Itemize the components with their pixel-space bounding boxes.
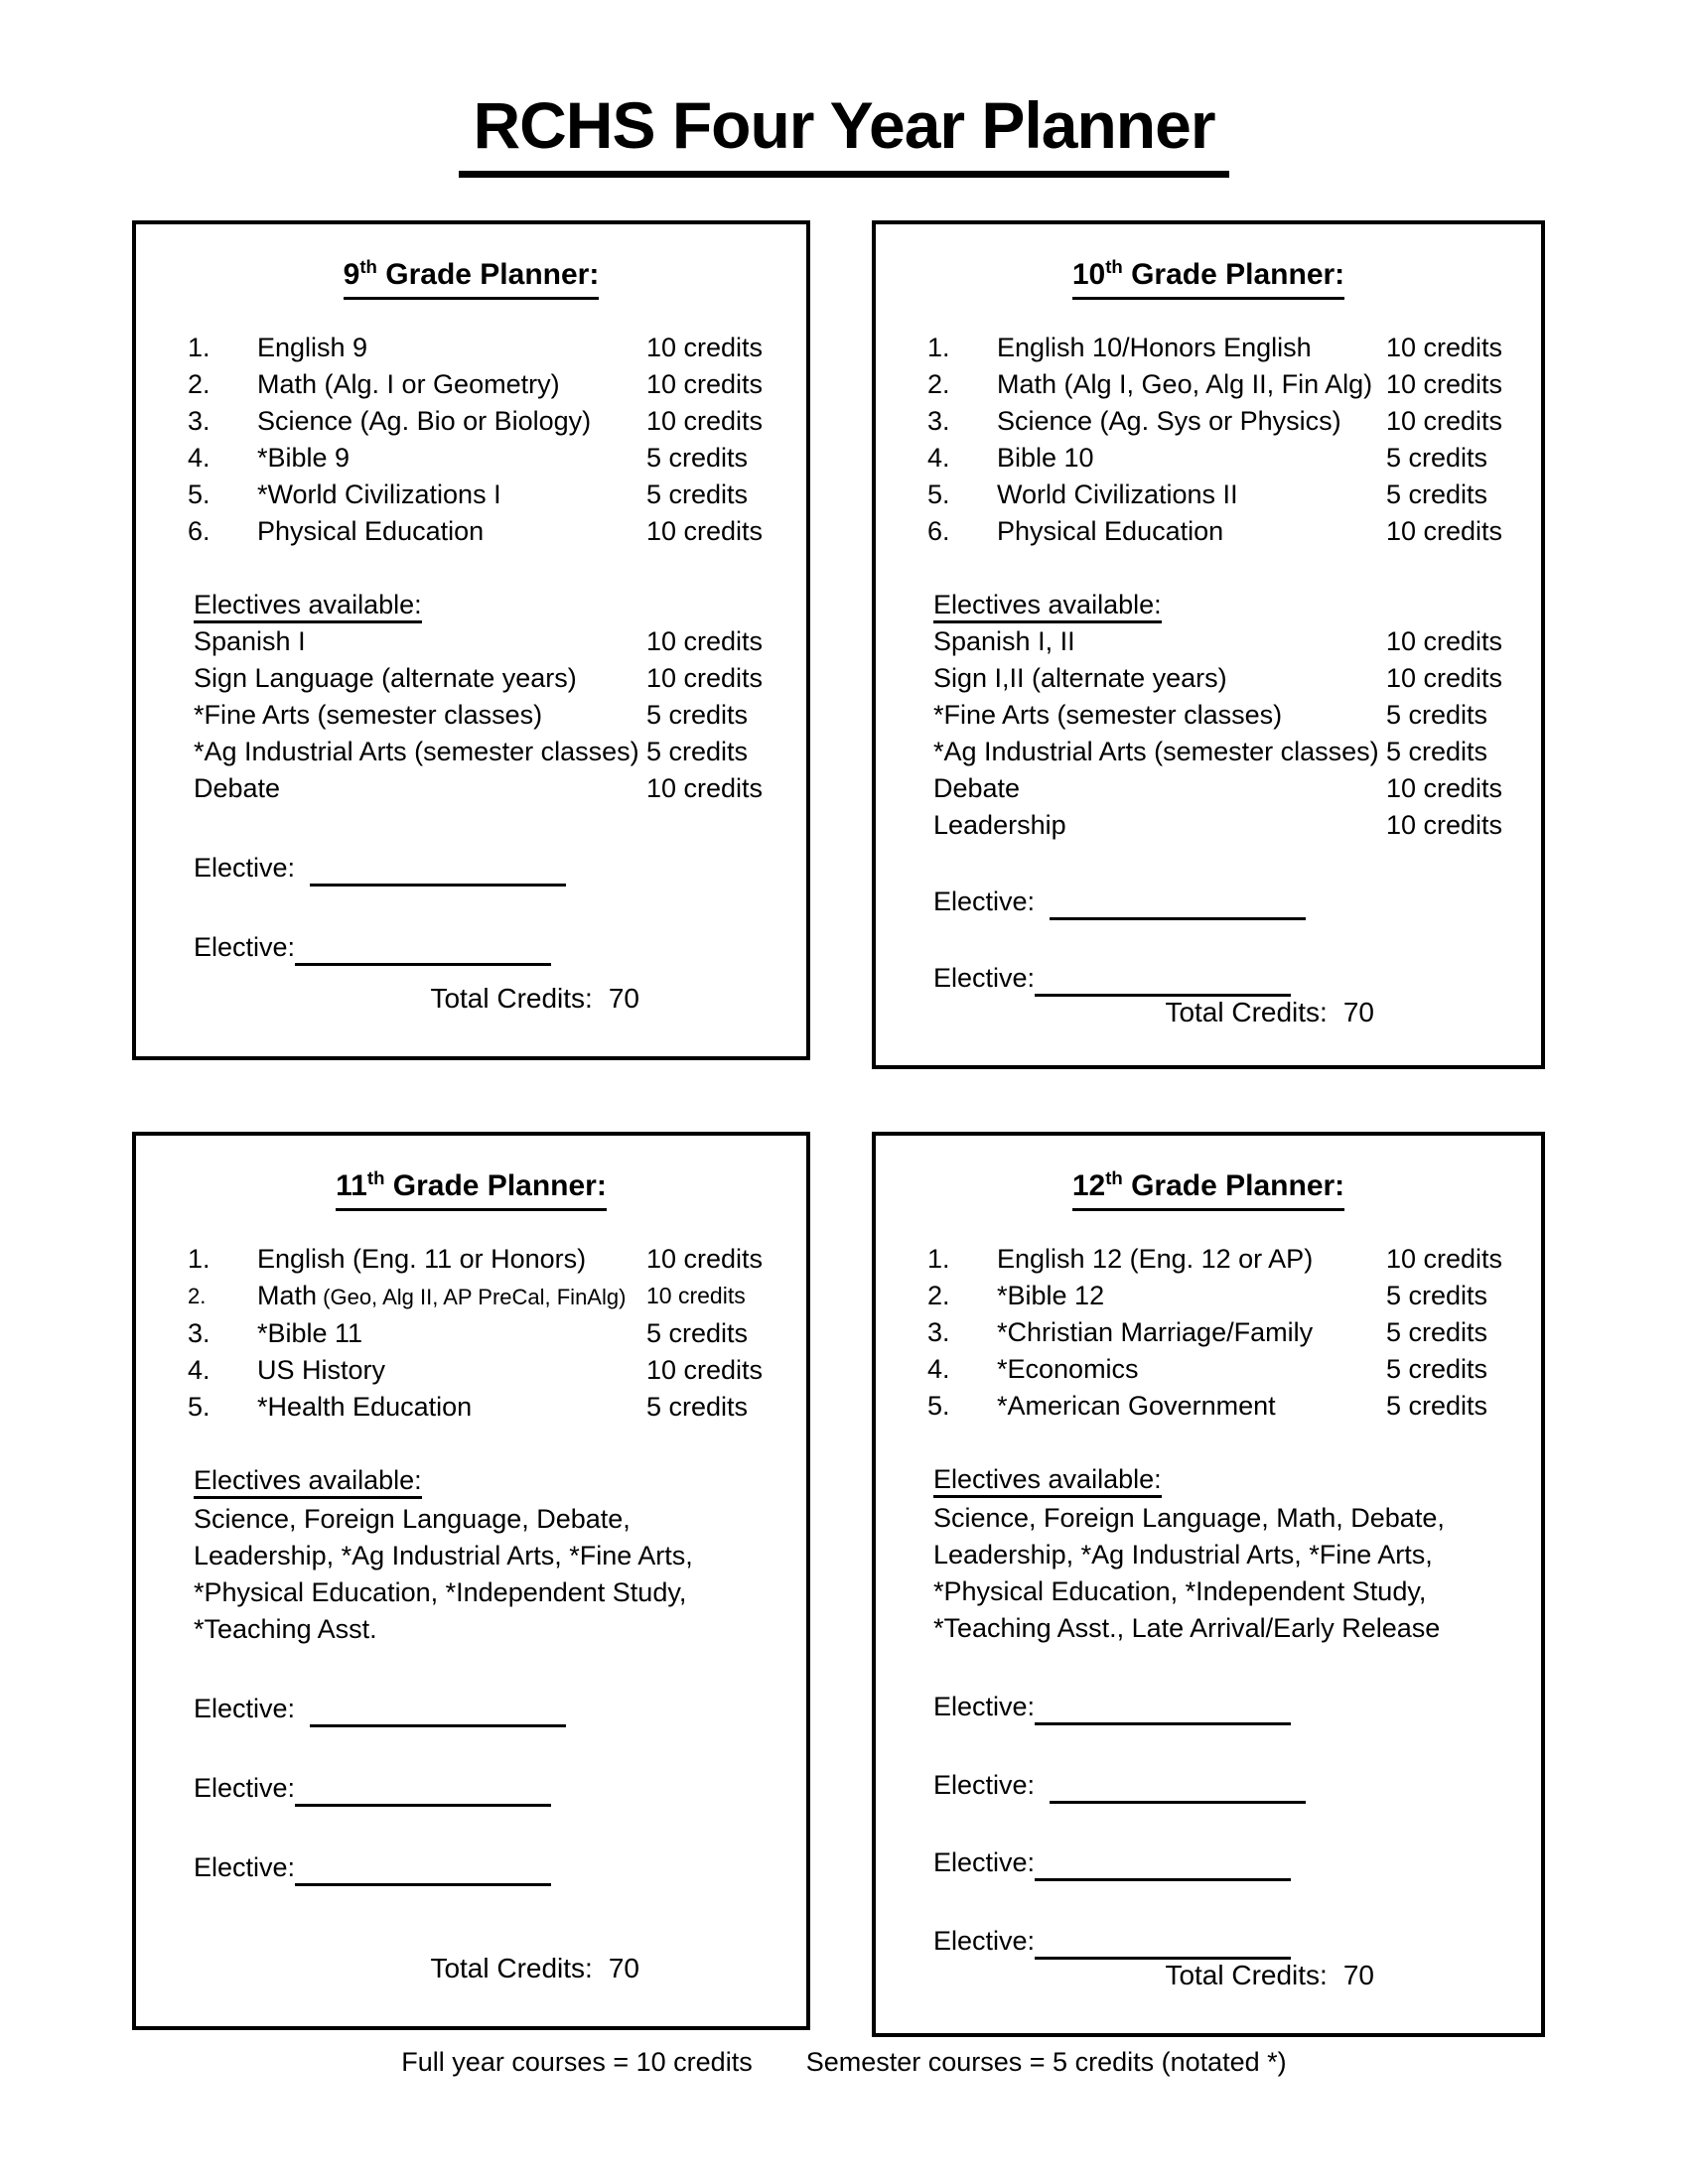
course-number: 2.	[188, 1284, 207, 1308]
semester-credits-note: Semester courses = 5 credits (notated *)	[805, 2047, 1287, 2077]
course-row	[876, 366, 1541, 403]
course-credits: 5 credits	[646, 479, 749, 509]
elective-write-in-line	[295, 1847, 551, 1886]
grade-number: 12	[1071, 1169, 1106, 1202]
grade-number: 11	[336, 1169, 367, 1202]
course-number: 3.	[188, 406, 211, 436]
course-name: Science (Ag. Bio or Biology)	[257, 406, 592, 436]
elective-row	[876, 770, 1541, 807]
total-credits-label: Total Credits:	[430, 1953, 593, 1983]
course-name	[257, 1281, 626, 1310]
grade-ordinal-suffix: th	[1105, 1167, 1123, 1188]
course-number: 5.	[927, 479, 950, 509]
elective-label: Elective:	[194, 932, 296, 962]
course-row	[876, 330, 1541, 366]
total-credits-value: 70	[608, 1953, 639, 1983]
total-credits	[430, 983, 639, 1015]
course-number: 1.	[927, 333, 950, 362]
grade-number: 9	[343, 258, 360, 291]
elective-row	[136, 697, 806, 734]
elective-name: Leadership	[933, 810, 1066, 840]
course-row	[136, 1278, 806, 1315]
course-credits: 10 credits	[646, 1244, 764, 1274]
course-credits: 10 credits	[1386, 333, 1503, 362]
course-credits: 10 credits	[1386, 406, 1503, 436]
electives-list	[136, 623, 806, 807]
grade-heading-rest: Grade Planner:	[1122, 1169, 1345, 1202]
course-name: English 12 (Eng. 12 or AP)	[997, 1244, 1314, 1274]
elective-row	[876, 807, 1541, 844]
course-name: *Bible 11	[257, 1318, 363, 1348]
elective-write-in-line	[310, 1689, 566, 1727]
course-number: 5.	[188, 479, 211, 509]
course-row	[136, 477, 806, 513]
grade-9-planner-heading	[136, 248, 806, 300]
course-name: *Bible 12	[997, 1281, 1105, 1310]
elective-label: Elective:	[194, 1773, 296, 1803]
course-list	[136, 1241, 806, 1426]
course-name: *Christian Marriage/Family	[997, 1317, 1314, 1347]
elective-blank-row	[876, 958, 1541, 997]
grade-10-planner-heading	[876, 248, 1541, 300]
course-row	[136, 403, 806, 440]
course-row	[876, 1241, 1541, 1278]
course-row	[876, 403, 1541, 440]
electives-heading-text: Electives available:	[933, 1464, 1162, 1498]
course-name: *Economics	[997, 1354, 1139, 1384]
grade-11-planner-heading	[136, 1160, 806, 1211]
electives-heading-text: Electives available:	[933, 590, 1162, 623]
elective-name: *Fine Arts (semester classes)	[933, 700, 1283, 730]
elective-blank-row	[876, 1763, 1541, 1804]
total-credits	[430, 1953, 639, 1984]
course-credits: 5 credits	[1386, 1281, 1488, 1310]
elective-name: Spanish I	[194, 626, 306, 656]
course-number: 4.	[188, 443, 211, 473]
elective-name: Spanish I, II	[933, 626, 1075, 656]
course-number: 2.	[927, 1281, 950, 1310]
course-number: 3.	[927, 406, 950, 436]
course-credits: 5 credits	[1386, 1354, 1488, 1384]
elective-label: Elective:	[933, 887, 1036, 916]
elective-name: Sign I,II (alternate years)	[933, 663, 1227, 693]
elective-credits: 5 credits	[1386, 700, 1488, 730]
elective-label: Elective:	[194, 1852, 296, 1882]
elective-name: *Ag Industrial Arts (semester classes)	[194, 737, 639, 766]
grade-heading-rest: Grade Planner:	[1122, 258, 1345, 291]
course-name: World Civilizations II	[997, 479, 1238, 509]
grade-12-planner-box	[872, 1132, 1545, 2037]
elective-blank-row	[136, 1765, 806, 1807]
grade-ordinal-suffix: th	[1105, 256, 1123, 277]
page-title-text: RCHS Four Year Planner	[459, 87, 1228, 178]
course-credits: 10 credits	[646, 333, 764, 362]
course-name: *Health Education	[257, 1392, 473, 1422]
course-name: Bible 10	[997, 443, 1094, 473]
course-credits: 5 credits	[646, 1392, 749, 1422]
elective-write-in-line	[295, 927, 551, 966]
course-number: 3.	[927, 1317, 950, 1347]
total-credits-label: Total Credits:	[1165, 1960, 1328, 1990]
electives-heading-text: Electives available:	[194, 590, 422, 623]
course-row	[876, 1278, 1541, 1314]
course-credits: 5 credits	[646, 443, 749, 473]
elective-row	[876, 660, 1541, 697]
grade-11-planner-box	[132, 1132, 810, 2030]
elective-blank-row	[876, 1919, 1541, 1960]
course-name: *American Government	[997, 1391, 1276, 1421]
elective-name: Debate	[194, 773, 281, 803]
course-number: 6.	[927, 516, 950, 546]
course-name: English (Eng. 11 or Honors)	[257, 1244, 587, 1274]
course-row	[136, 366, 806, 403]
course-row	[876, 477, 1541, 513]
course-row	[876, 513, 1541, 550]
course-name-detail: (Geo, Alg II, AP PreCal, FinAlg)	[317, 1285, 627, 1309]
course-number: 4.	[188, 1355, 211, 1385]
grade-ordinal-suffix: th	[366, 1167, 385, 1188]
electives-heading	[933, 587, 1162, 623]
elective-write-in-line	[1035, 1843, 1291, 1881]
elective-credits: 10 credits	[1386, 810, 1503, 840]
elective-row	[136, 770, 806, 807]
course-number: 1.	[927, 1244, 950, 1274]
grade-10-planner-box	[872, 220, 1545, 1069]
course-row	[136, 1352, 806, 1389]
course-row	[136, 440, 806, 477]
elective-blank-row	[136, 1686, 806, 1727]
elective-blank-row	[876, 882, 1541, 920]
elective-name: Debate	[933, 773, 1021, 803]
course-name: English 10/Honors English	[997, 333, 1312, 362]
course-name: Math (Alg. I or Geometry)	[257, 369, 560, 399]
elective-write-in-line	[1035, 1687, 1291, 1725]
elective-blank-row	[876, 1842, 1541, 1882]
course-credits: 5 credits	[1386, 1317, 1488, 1347]
course-number: 1.	[188, 333, 211, 362]
elective-blank-row	[136, 845, 806, 887]
course-row	[136, 1389, 806, 1426]
elective-name: *Ag Industrial Arts (semester classes)	[933, 737, 1379, 766]
elective-credits: 10 credits	[646, 773, 764, 803]
grade-heading-rest: Grade Planner:	[376, 258, 600, 291]
course-name-main: Math	[257, 1281, 318, 1310]
course-name: Physical Education	[257, 516, 485, 546]
course-credits: 10 credits	[646, 1283, 746, 1308]
elective-label: Elective:	[933, 1691, 1036, 1721]
course-row	[876, 1351, 1541, 1388]
course-number: 4.	[927, 443, 950, 473]
elective-label: Elective:	[933, 1926, 1036, 1956]
grade-heading-rest: Grade Planner:	[384, 1169, 607, 1202]
course-number: 5.	[188, 1392, 211, 1422]
course-row	[876, 1388, 1541, 1425]
course-number: 2.	[188, 369, 211, 399]
elective-credits: 5 credits	[1386, 737, 1488, 766]
elective-credits: 10 credits	[646, 663, 764, 693]
elective-credits: 10 credits	[1386, 773, 1503, 803]
elective-row	[876, 734, 1541, 770]
page-title	[0, 87, 1688, 178]
elective-write-in-line	[310, 848, 566, 887]
electives-heading	[194, 1462, 422, 1499]
course-credits: 5 credits	[1386, 1391, 1488, 1421]
elective-write-in-line	[1035, 1921, 1291, 1960]
elective-row	[136, 734, 806, 770]
elective-blank-row	[136, 924, 806, 966]
electives-heading	[194, 587, 422, 623]
electives-heading	[933, 1461, 1162, 1498]
elective-write-in-line	[1050, 1765, 1306, 1804]
elective-name: Sign Language (alternate years)	[194, 663, 577, 693]
elective-row	[136, 623, 806, 660]
course-credits: 10 credits	[1386, 369, 1503, 399]
elective-blank-row	[136, 1844, 806, 1886]
total-credits-label: Total Credits:	[1165, 997, 1328, 1027]
course-credits: 5 credits	[1386, 443, 1488, 473]
credits-legend	[0, 2047, 1688, 2078]
course-name: Science (Ag. Sys or Physics)	[997, 406, 1341, 436]
total-credits	[1165, 997, 1374, 1028]
course-number: 4.	[927, 1354, 950, 1384]
course-number: 5.	[927, 1391, 950, 1421]
elective-label: Elective:	[194, 1694, 296, 1723]
elective-name: *Fine Arts (semester classes)	[194, 700, 543, 730]
course-name: *Bible 9	[257, 443, 351, 473]
course-credits: 5 credits	[1386, 479, 1488, 509]
course-row	[876, 440, 1541, 477]
course-number: 1.	[188, 1244, 211, 1274]
course-name: Math (Alg I, Geo, Alg II, Fin Alg)	[997, 369, 1373, 399]
course-row	[136, 1315, 806, 1352]
electives-list	[876, 623, 1541, 844]
total-credits-value: 70	[608, 983, 639, 1014]
elective-write-in-line	[1035, 958, 1291, 997]
total-credits-value: 70	[1342, 1960, 1374, 1990]
course-credits: 5 credits	[646, 1318, 749, 1348]
electives-paragraph: Science, Foreign Language, Debate, Leadership, *Ag Industrial Arts, *Fine Arts, *Physical Education, *Independent Study, *Teaching Asst.	[194, 1504, 693, 1644]
full-year-credits-note: Full year courses = 10 credits	[401, 2047, 753, 2077]
course-name: *World Civilizations I	[257, 479, 501, 509]
grade-9-planner-box	[132, 220, 810, 1060]
course-credits: 10 credits	[646, 406, 764, 436]
elective-row	[876, 623, 1541, 660]
course-number: 2.	[927, 369, 950, 399]
course-name: English 9	[257, 333, 368, 362]
course-row	[136, 1241, 806, 1278]
elective-write-in-line	[1050, 882, 1306, 920]
course-number: 3.	[188, 1318, 211, 1348]
course-credits: 10 credits	[646, 516, 764, 546]
elective-label: Elective:	[933, 963, 1036, 993]
elective-label: Elective:	[933, 1847, 1036, 1878]
course-row	[136, 330, 806, 366]
elective-credits: 10 credits	[1386, 663, 1503, 693]
course-row	[876, 1314, 1541, 1351]
elective-credits: 10 credits	[646, 626, 764, 656]
course-list	[876, 1241, 1541, 1425]
grade-12-planner-heading	[876, 1160, 1541, 1211]
course-name: Physical Education	[997, 516, 1224, 546]
elective-credits: 5 credits	[646, 700, 749, 730]
total-credits-label: Total Credits:	[430, 983, 593, 1014]
course-credits: 10 credits	[646, 1355, 764, 1385]
course-row	[136, 513, 806, 550]
elective-row	[876, 697, 1541, 734]
electives-heading-text: Electives available:	[194, 1465, 422, 1499]
course-name: US History	[257, 1355, 386, 1385]
elective-blank-row	[876, 1685, 1541, 1725]
total-credits-value: 70	[1342, 997, 1374, 1027]
course-number: 6.	[188, 516, 211, 546]
elective-label: Elective:	[933, 1769, 1036, 1800]
elective-credits: 10 credits	[1386, 626, 1503, 656]
elective-write-in-line	[295, 1768, 551, 1807]
grade-ordinal-suffix: th	[359, 256, 377, 277]
course-credits: 10 credits	[646, 369, 764, 399]
course-list	[876, 330, 1541, 550]
elective-label: Elective:	[194, 853, 296, 883]
elective-credits: 5 credits	[646, 737, 749, 766]
course-credits: 10 credits	[1386, 516, 1503, 546]
grade-number: 10	[1071, 258, 1106, 291]
course-list	[136, 330, 806, 550]
elective-row	[136, 660, 806, 697]
total-credits	[1165, 1960, 1374, 1991]
electives-paragraph: Science, Foreign Language, Math, Debate, Leadership, *Ag Industrial Arts, *Fine Arts, *Physical Education, *Independent Study, *Teaching Asst., Late Arrival/Early Release	[933, 1503, 1445, 1643]
course-credits: 10 credits	[1386, 1244, 1503, 1274]
